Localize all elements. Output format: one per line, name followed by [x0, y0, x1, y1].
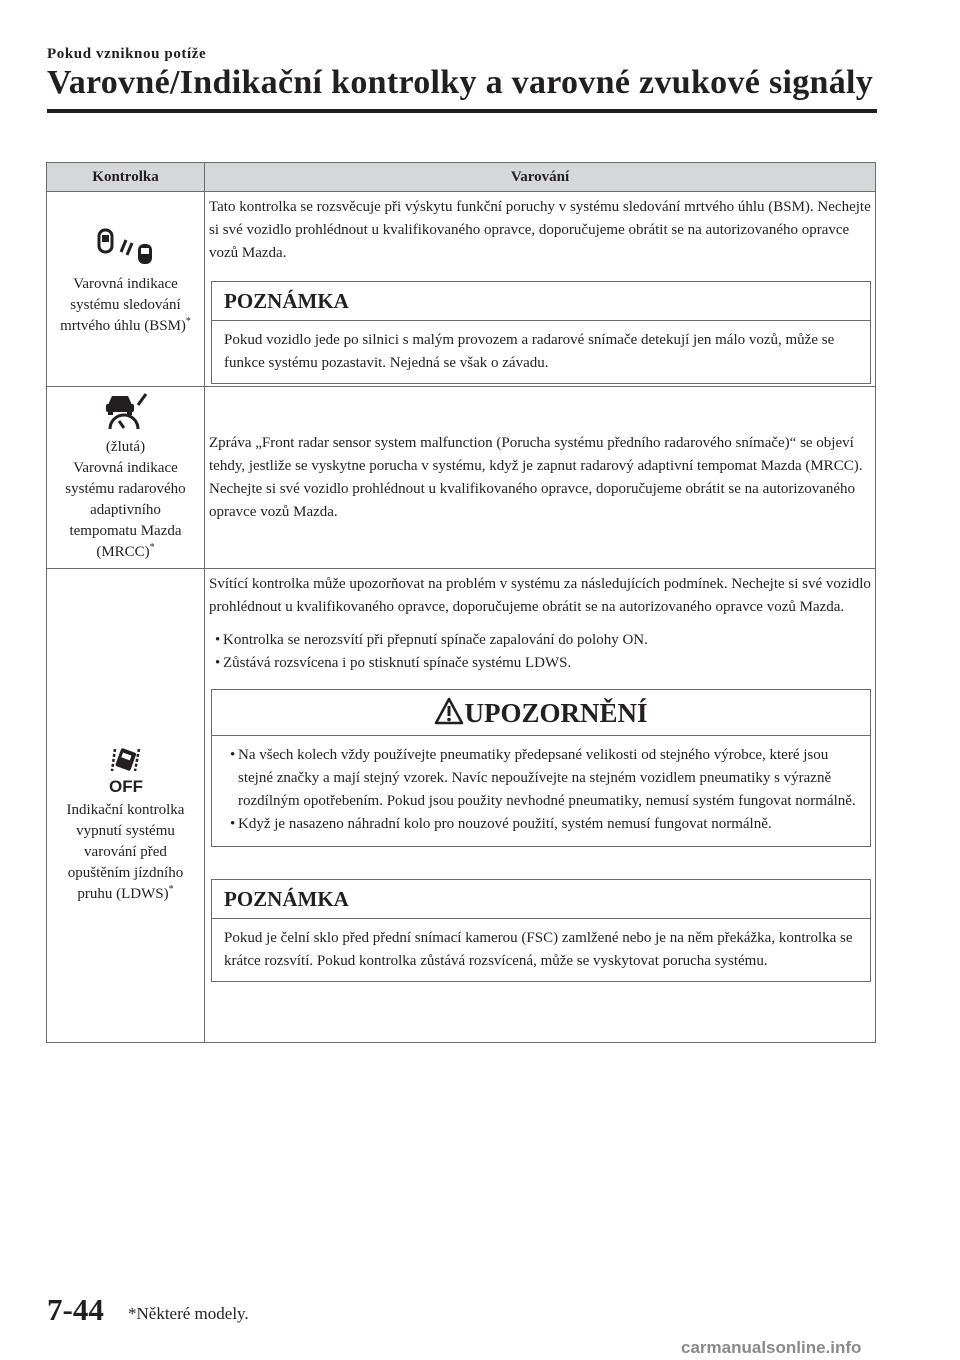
lamp-label-line [51, 316, 200, 337]
lamp-label-line: tempomatu Mazda [69, 523, 182, 539]
list-item-text: Když je nasazeno náhradní kolo pro nouzové použití, systém nemusí fungovat normálně. [238, 816, 772, 832]
table-row [47, 192, 876, 387]
lamp-label-line: systému radarového [65, 481, 186, 497]
lamp-label-line: Indikační kontrolka [66, 802, 185, 818]
note-box [211, 281, 871, 384]
lamp-label-line: systému sledování [70, 297, 181, 313]
note-title: POZNÁMKA [212, 282, 870, 321]
list-item [224, 744, 858, 813]
warning-text: Tato kontrolka se rozsvěcuje při výskytu funkční poruchy v systému sledování mrtvého úhlu (BSM). Nechejte si své vozidlo prohlédnout u kvalifikovaného opravce, doporučujeme obrátit se na autorizovaného opravce vozů Mazda. [209, 199, 871, 261]
page-number: 7-44 [47, 1292, 104, 1327]
col-header-warning: Varování [205, 163, 876, 192]
list-item-text: Kontrolka se nerozsvítí při přepnutí spínače zapalování do polohy ON. [223, 632, 648, 648]
lamp-label-line: varování před [84, 844, 167, 860]
list-item-text: Na všech kolech vždy používejte pneumatiky předepsané velikosti od stejného výrobce, které jsou stejné značky a mají stejný vzorek. Navíc nepoužívejte na stejném vozidlem pneumatiky s výrazně rozdílným opotřebením. Pokud jsou použity nevhodné pneumatiky, nemusí systém fungovat normálně. [238, 747, 856, 809]
list-item [209, 629, 871, 652]
footnote-mark: * [149, 542, 155, 553]
lamp-label-line: vypnutí systému [76, 823, 175, 839]
list-item-text: Zůstává rozsvícena i po stisknutí spínače systému LDWS. [223, 655, 572, 671]
bullet-mark: • [215, 632, 221, 648]
condition-list [209, 629, 871, 675]
caution-body [212, 736, 870, 846]
caution-title-text: UPOZORNĚNÍ [464, 698, 648, 728]
table-row [47, 387, 876, 569]
note-title: POZNÁMKA [212, 880, 870, 919]
caution-title [212, 690, 870, 736]
lamp-label-line: Varovná indikace [73, 276, 178, 292]
ldws-off-icon [106, 746, 146, 794]
list-item [209, 652, 871, 675]
bullet-mark: • [215, 655, 221, 671]
warning-cell [205, 387, 876, 569]
lamp-label-line [51, 884, 200, 905]
table-header-row [47, 163, 876, 192]
caution-list [224, 744, 858, 836]
bsm-warning-icon [93, 226, 159, 268]
footnote-mark: * [168, 884, 174, 895]
caution-box [211, 689, 871, 847]
watermark: carmanualsonline.info [681, 1338, 862, 1357]
warning-lights-table [46, 162, 876, 1043]
bullet-mark: • [230, 747, 236, 763]
lamp-label-line: Varovná indikace [73, 460, 178, 476]
lamp-cell [47, 569, 205, 1043]
note-text: Pokud je čelní sklo před přední snímací kamerou (FSC) zamlžené nebo je na něm překážka, kontrolka se krátce rozsvítí. Pokud kontrolka zůstává rozsvícená, může se vyskytovat porucha systému. [224, 930, 853, 969]
ldws-off-text: OFF [108, 777, 143, 794]
lamp-cell [47, 387, 205, 569]
lamp-cell [47, 192, 205, 387]
warning-text: Svítící kontrolka může upozorňovat na problém v systému za následujících podmínek. Nechejte si své vozidlo prohlédnout u kvalifikovaného opravce, doporučujeme obrátit se na autorizovaného opravce vozů Mazda. [209, 576, 871, 615]
section-label: Pokud vzniknou potíže [47, 46, 207, 62]
col-header-lamp: Kontrolka [47, 163, 205, 192]
footnote-mark: * [185, 316, 191, 327]
warning-triangle-icon [434, 697, 464, 725]
title-rule [47, 109, 877, 113]
bullet-mark: • [230, 816, 236, 832]
lamp-label-line [51, 542, 200, 563]
lamp-label-line: (žlutá) [105, 439, 146, 455]
note-box [211, 879, 871, 982]
lamp-label-text: (MRCC) [96, 544, 150, 560]
lamp-label-line: opuštěním jízdního [67, 865, 184, 881]
note-text: Pokud vozidlo jede po silnici s malým provozem a radarové snímače detekují jen málo vozů, může se funkce systému pozastavit. Nejedná se však o závadu. [224, 332, 835, 371]
lamp-label-text: mrtvého úhlu (BSM) [60, 318, 186, 334]
table-row [47, 569, 876, 1043]
footnote: *Některé modely. [128, 1304, 249, 1323]
list-item [224, 813, 858, 836]
mrcc-radar-icon [98, 391, 154, 431]
lamp-label-line: adaptivního [90, 502, 161, 518]
page-title: Varovné/Indikační kontrolky a varovné zvukové signály [47, 64, 874, 101]
warning-cell [205, 569, 876, 1043]
lamp-label-text: pruhu (LDWS) [77, 886, 169, 902]
warning-cell [205, 192, 876, 387]
warning-text: Zpráva „Front radar sensor system malfunction (Porucha systému předního radarového snímače)“ se objeví tehdy, jestliže se vyskytne porucha v systému, když je zapnut radarový adaptivní tempomat Mazda (MRCC). Nechejte si své vozidlo prohlédnout u kvalifikovaného opravce, doporučujeme obrátit se na autorizovaného opravce vozů Mazda. [209, 434, 863, 520]
